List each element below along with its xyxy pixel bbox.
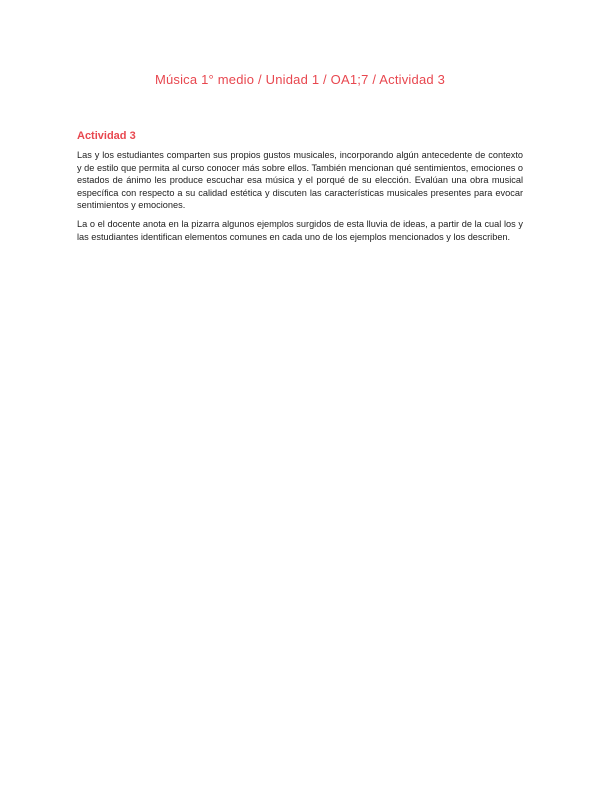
activity-section	[77, 130, 523, 249]
page-header: Música 1° medio / Unidad 1 / OA1;7 / Actividad 3	[154, 72, 446, 87]
activity-paragraph-1: Las y los estudiantes comparten sus propios gustos musicales, incorporando algún antecedente de contexto y de estilo que permita al curso conocer más sobre ellos. También mencionan qué sentimientos, emociones o estados de ánimo les produce escuchar esa música y el porqué de su elección. Evalúan una obra musical específica con respecto a su calidad estética y discuten las características musicales presentes para evocar sentimientos y emociones.	[77, 150, 523, 211]
activity-title: Actividad 3	[77, 130, 136, 142]
activity-paragraph-2: La o el docente anota en la pizarra algunos ejemplos surgidos de esta lluvia de ideas, a partir de la cual los y las estudiantes identifican elementos comunes en cada uno de los ejemplos mencionados y los describen.	[77, 218, 523, 242]
